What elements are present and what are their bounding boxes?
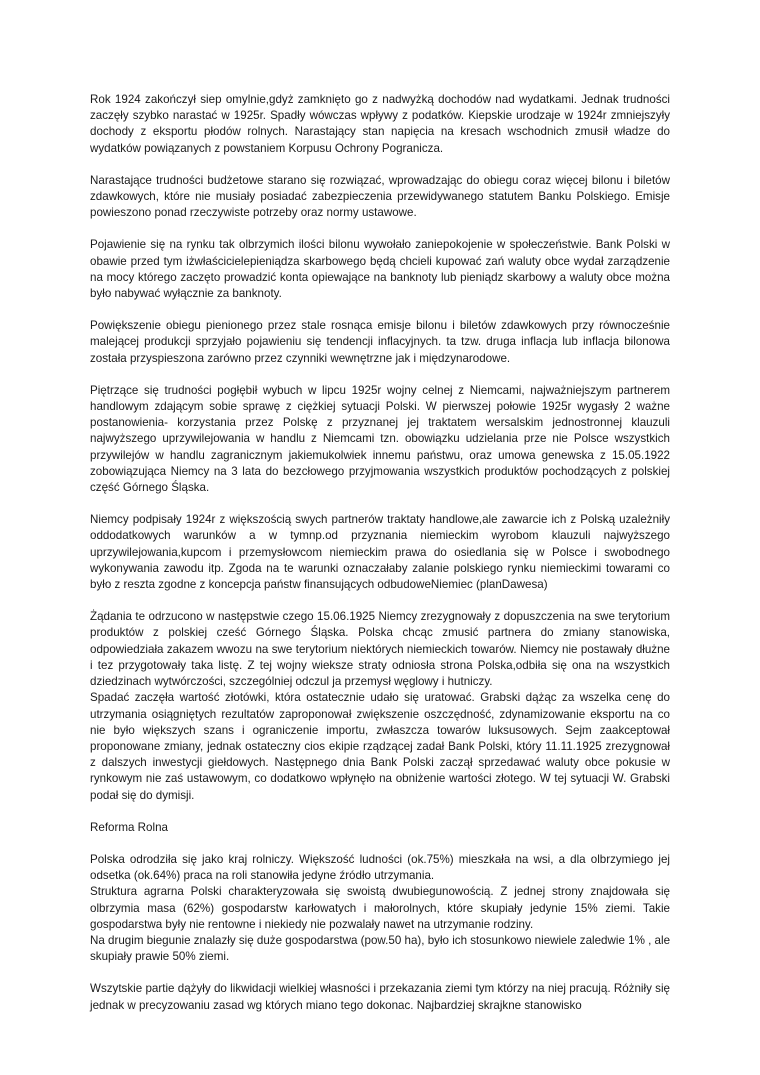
document-body <box>90 92 670 1014</box>
paragraph-customs-war: Piętrzące się trudności pogłębił wybuch w lipcu 1925r wojny celnej z Niemcami, najważniejszym partnerem handlowym zdającym sobie sprawę z ciężkiej sytuacji Polski. W pierwszej połowie 1925r wygasły 2 ważne postanowienia- korzystania przez Polskę z przyznanej jej traktatem wersalskim jednostronnej klauzuli najwyższego uprzywilejowania w handlu z Niemcami tzn. obowiązku udzielania prze nie Polsce wszystkich przywilejów w handlu zagranicznym jakiemukolwiek innemu państwu, oraz umowa genewska z 15.05.1922 zobowiązująca Niemcy na 3 lata do bezcłowego przyjmowania wszystkich produktów pochodzących z polskiej część Górnego Śląska. <box>90 383 670 495</box>
paragraph-large-farms: Na drugim biegunie znalazły się duże gospodarstwa (pow.50 ha), było ich stosunkowo niewiele zaledwie 1% , ale skupiały prawie 50% ziemi. <box>90 933 671 964</box>
paragraph-parties-positions: Wszytskie partie dążyły do likwidacji wielkiej własności i przekazania ziemi tym którzy na niej pracują. Różniły się jednak w precyzowaniu zasad wg których miano tego dokonac. Najbardziej skrajkne stanowisko <box>90 982 670 1012</box>
paragraph-1924-budget: Rok 1924 zakończył siep omylnie,gdyż zamknięto go z nadwyżką dochodów nad wydatkami. Jednak trudności zaczęły szybko narastać w 1925r. Spadły wówczas wpływy z podatków. Kiepskie urodzaje w 1924r zmniejszyły dochody z eksportu płodów rolnych. Narastający stan napięcia na kresach wschodnich zmusił władze do wydatków powiązanych z powstaniem Korpusu Ochrony Pogranicza. <box>90 93 670 155</box>
paragraph-demands-rejected: Żądania te odrzucono w następstwie czego 15.06.1925 Niemcy zrezygnowały z dopuszczenia na swe terytorium produktów z polskiej cześć Górnego Śląska. Polska chcąc zmusić partnera do zmiany stanowiska, odpowiedziała zakazem wwozu na swe terytorium niektórych niemieckich towarów. Niemcy nie postawały dłużne i tez przygotowały taka listę. Z tej wojny wieksze straty odniosła strona Polska,odbiła się ona na wszystkich dziedzinach wytwórczości, szczególniej odczul ja przemysł węglowy i hutniczy. <box>90 610 670 689</box>
section-heading: Reforma Rolna <box>90 820 168 834</box>
paragraph-german-treaties: Niemcy podpisały 1924r z większością swych partnerów traktaty handlowe,ale zawarcie ich z Polską uzależniły oddodatkowych warunków a w tymnp.od przyznania niemieckim wyrobom klauzuli najwyższego uprzywilejowania,kupcom i przemysłowcom niemieckim prawa do osiedlania się w Polsce i swobodnego wykonywania zawodu itp. Zgoda na te warunki oznaczałaby zalanie polskiego rynku niemieckimi towarami co było z reszta zgodne z koncepcja państw finansujących odbudoweNiemiec (planDawesa) <box>90 513 670 592</box>
paragraph-budget-difficulties: Narastające trudności budżetowe starano się rozwiązać, wprowadzając do obiegu coraz więcej bilonu i biletów zdawkowych, które nie musiały posiadać zabezpieczenia przewidywanego statutem Banku Polskiego. Emisje powieszono ponad rzeczywiste potrzeby oraz normy ustawowe. <box>90 173 670 220</box>
paragraph-second-inflation: Powiększenie obiegu pienionego przez stale rosnąca emisje bilonu i biletów zdawkowych przy równocześnie malejącej produkcji sprzyjało pojawieniu się tendencji inflacyjnych. ta tzw. druga inflacja lub inflacja bilonowa została przyspieszona zarówno przez czynniki wewnętrzne jak i międzynarodowe. <box>90 319 670 365</box>
paragraph-agricultural-country: Polska odrodziła się jako kraj rolniczy. Większość ludności (ok.75%) mieszkała na wsi, a dla olbrzymiego jej odsetka (ok.64%) praca na roli stanowiła jedyne źródło utrzymania. <box>90 852 670 883</box>
paragraph-agrarian-structure: Struktura agrarna Polski charakteryzowała się swoistą dwubiegunowością. Z jednej strony znajdowała się olbrzymia masa (62%) gospodarstw karłowatych i małorolnych, które skupiały jedynie 15% ziemi. Takie gospodarstwa były nie rentowne i niekiedy nie pozwalały nawet na utrzymanie rodziny. <box>90 885 670 931</box>
paragraph-coin-issuance: Pojawienie się na rynku tak olbrzymich ilości bilonu wywołało zaniepokojenie w społeczeństwie. Bank Polski w obawie przed tym iżwłaścicielepieniądza skarbowego będą chcieli kupować zań waluty obce wydał zarządzenie na mocy którego zaczęto prowadzić konta opiewające na banknoty lub pieniądz skarbowy a waluty obce można było nabywać wyłącznie za banknoty. <box>90 238 670 301</box>
paragraph-zloty-decline: Spadać zaczęła wartość złotówki, która ostatecznie udało się uratować. Grabski dążąc za wszelka cenę do utrzymania osiągniętych rezultatów zaproponował zwiększenie oszczędność, zdynamizowanie eksportu na co nie było większych szans i ograniczenie importu, zwłaszcza towarów luksusowych. Sejm zaakceptował proponowane zmiany, jednak ostateczny cios ekipie rządzącej zadał Bank Polski, który 11.11.1925 zrezygnował z dalszych inwestycji giełdowych. Następnego dnia Bank Polski zaczął sprzedawać waluty obce pokusie w rynkowym nie zaś ustawowym, co dodatkowo wpłynęło na obniżenie wartości złotego. W tej sytuacji W. Grabski podał się do dymisji. <box>90 691 670 802</box>
